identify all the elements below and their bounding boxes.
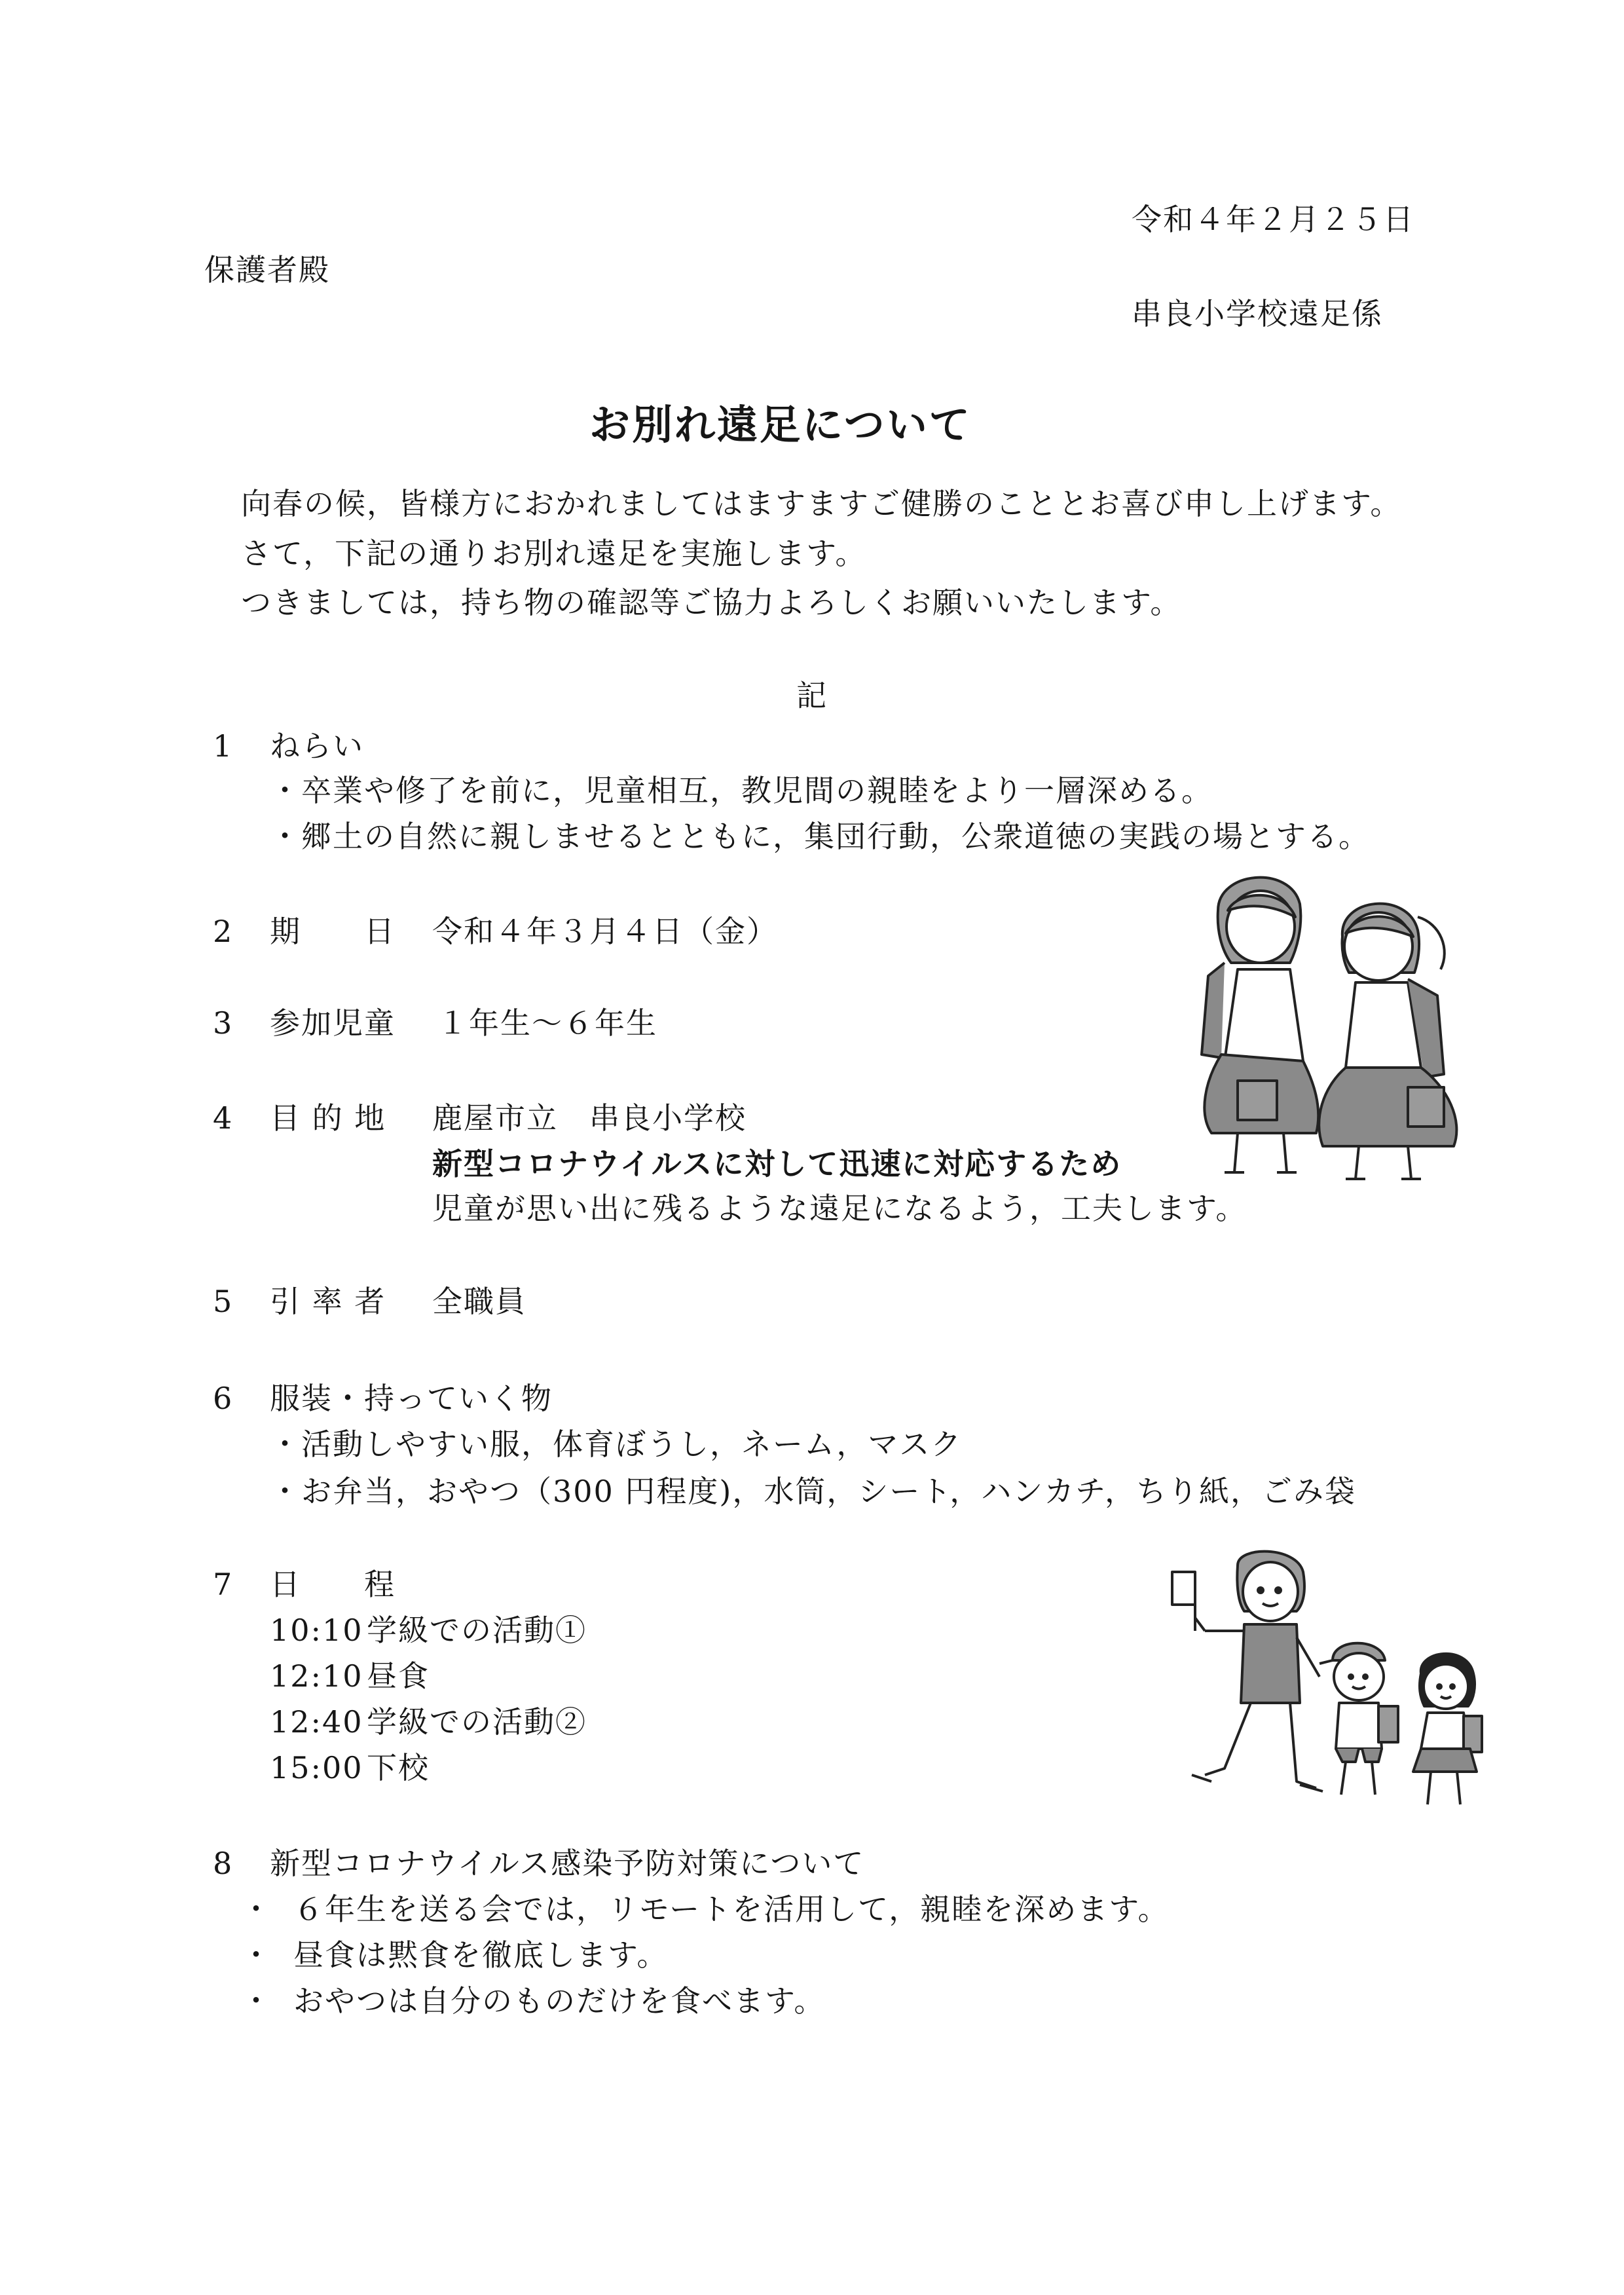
item-number: 8 [213,1846,234,1881]
covid-bullet: ・ [241,1937,272,1973]
item-label-destination: 目 的 地 [270,1100,386,1136]
aim-line-1: ・卒業や修了を前に，児童相互，教児間の親睦をより一層深める。 [270,773,1213,808]
covid-line-2: 昼食は黙食を徹底します。 [293,1937,669,1973]
covid-bullet: ・ [241,1983,272,2019]
schedule-time: 12:10 [270,1658,363,1694]
item-value-leaders: 全職員 [432,1284,526,1319]
two-girls-illustration [1192,865,1480,1185]
schedule-event: 昼食 [367,1658,430,1694]
item-label-leaders: 引 率 者 [270,1284,386,1319]
item-number: 1 [213,728,234,764]
belongings-line-1: ・活動しやすい服，体育ぼうし，ネーム，マスク [270,1427,963,1462]
item-label-aim: ねらい [270,728,364,764]
item-value-date: 令和４年３月４日（金） [432,914,778,949]
document-date: 令和４年２月２５日 [1132,202,1414,237]
covid-line-1: ６年生を送る会では，リモートを活用して，親睦を深めます。 [293,1892,1170,1927]
item-label-belongings: 服装・持っていく物 [270,1381,553,1416]
item-number: 3 [213,1005,234,1041]
ki-heading: 記 [796,678,828,713]
item-value-destination: 鹿屋市立 串良小学校 [432,1100,747,1136]
belongings-line-2: ・お弁当，おやつ（300 円程度)，水筒，シート，ハンカチ，ちり紙，ごみ袋 [270,1474,1357,1509]
covid-bullet: ・ [241,1892,272,1927]
item-value-participants: １年生～６年生 [437,1005,657,1041]
item-label-schedule: 日 程 [270,1567,396,1602]
recipient: 保護者殿 [204,252,330,288]
intro-line-1: 向春の候，皆様方におかれましてはますますご健勝のこととお喜び申し上げます。 [241,486,1402,521]
schedule-time: 15:00 [270,1750,363,1785]
item-number: 7 [213,1567,234,1602]
schedule-event: 学級での活動② [367,1704,587,1740]
destination-note: 児童が思い出に残るような遠足になるよう，工夫します。 [432,1191,1247,1226]
item-label-covid: 新型コロナウイルス感染予防対策について [270,1846,865,1881]
item-number: 5 [213,1284,234,1319]
schedule-event: 下校 [367,1750,430,1785]
item-label-date: 期 日 [270,914,396,949]
item-number: 2 [213,914,234,949]
item-number: 4 [213,1100,234,1136]
schedule-time: 10:10 [270,1613,363,1648]
aim-line-2: ・郷土の自然に親しませるとともに，集団行動，公衆道徳の実践の場とする。 [270,819,1370,854]
document-title: お別れ遠足について [589,401,972,449]
covid-line-3: おやつは自分のものだけを食べます。 [293,1983,826,2019]
intro-line-2: さて，下記の通りお別れ遠足を実施します。 [241,536,867,571]
item-number: 6 [213,1381,234,1416]
schedule-time: 12:40 [270,1704,363,1740]
intro-line-3: つきましては，持ち物の確認等ご協力よろしくお願いいたします。 [241,585,1182,620]
teacher-children-illustration [1166,1546,1493,1821]
item-label-participants: 参加児童 [270,1005,396,1041]
schedule-event: 学級での活動① [367,1613,587,1648]
sender: 串良小学校遠足係 [1132,296,1383,331]
destination-note-bold: 新型コロナウイルスに対して迅速に対応するため [432,1146,1122,1182]
